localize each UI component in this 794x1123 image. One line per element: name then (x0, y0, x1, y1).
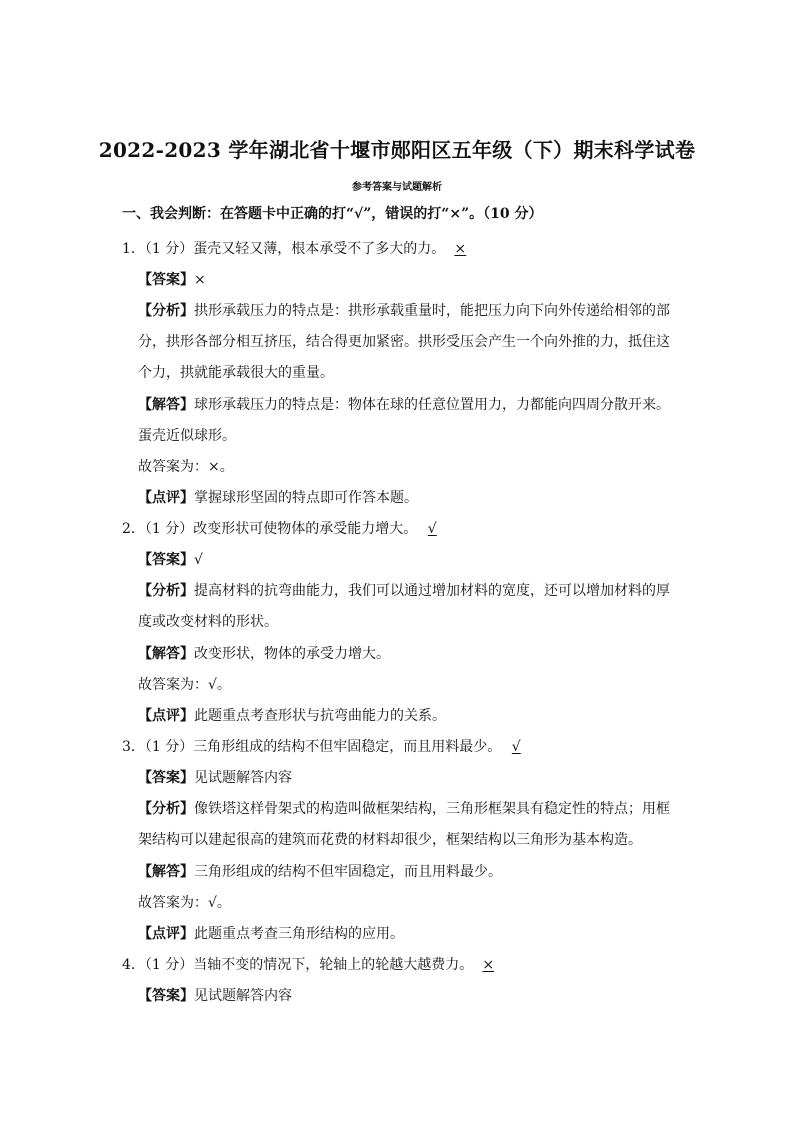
q2-solution: 【解答】改变形状，物体的承受力增大。 (138, 646, 390, 662)
section-heading-1: 一、我会判断：在答题卡中正确的打“√”，错误的打“×”。（10 分） (122, 206, 543, 222)
q3-analysis: 【分析】像铁塔这样骨架式的构造叫做框架结构，三角形框架具有稳定性的特点；用框 (138, 801, 670, 817)
question-1: 1．（1 分）蛋壳又轻又薄，根本承受不了多大的力。 × (122, 239, 475, 259)
q3-solution: 【解答】三角形组成的结构不但牢固稳定，而且用料最少。 (138, 864, 502, 880)
answer-blank-4: × (482, 957, 495, 973)
q2-answer: 【答案】√ (138, 552, 203, 568)
answer-blank-2: √ (427, 521, 437, 537)
q2-comment: 【点评】此题重点考查形状与抗弯曲能力的关系。 (138, 708, 446, 724)
q4-answer: 【答案】见试题解答内容 (138, 988, 292, 1004)
q1-comment: 【点评】掌握球形坚固的特点即可作答本题。 (138, 490, 418, 506)
q3-analysis-line: 架结构可以建起很高的建筑而花费的材料却很少，框架结构以三角形为基本构造。 (138, 832, 642, 848)
q1-analysis: 【分析】拱形承载压力的特点是：拱形承载重量时，能把压力向下向外传递给相邻的部 (138, 303, 670, 319)
q3-answer: 【答案】见试题解答内容 (138, 770, 292, 786)
q1-solution: 【解答】球形承载压力的特点是：物体在球的任意位置用力，力都能向四周分散开来。 (138, 397, 670, 413)
question-4: 4．（1 分）当轴不变的情况下，轮轴上的轮越大越费力。 × (122, 955, 503, 975)
q1-solution-line: 蛋壳近似球形。 (138, 428, 236, 444)
answer-blank-3: √ (511, 739, 521, 755)
question-2: 2．（1 分）改变形状可使物体的承受能力增大。 √ (122, 519, 447, 539)
answer-blank-1: × (454, 241, 467, 257)
q3-conclusion: 故答案为：√。 (138, 895, 231, 911)
question-3: 3．（1 分）三角形组成的结构不但牢固稳定，而且用料最少。 √ (122, 737, 531, 757)
q1-conclusion: 故答案为：×。 (138, 459, 234, 475)
q2-conclusion: 故答案为：√。 (138, 677, 231, 693)
q2-analysis-line: 度或改变材料的形状。 (138, 614, 278, 630)
page-subtitle: 参考答案与试题解析 (352, 182, 442, 193)
q1-analysis-line: 个力，拱就能承载很大的重量。 (138, 365, 334, 381)
q2-analysis: 【分析】提高材料的抗弯曲能力，我们可以通过增加材料的宽度，还可以增加材料的厚 (138, 583, 670, 599)
q1-analysis-line: 分，拱形各部分相互挤压，结合得更加紧密。拱形受压会产生一个向外推的力，抵住这 (138, 334, 670, 350)
q1-answer: 【答案】× (138, 272, 206, 288)
page-title: 2022-2023 学年湖北省十堰市郧阳区五年级（下）期末科学试卷 (98, 138, 696, 162)
q3-comment: 【点评】此题重点考查三角形结构的应用。 (138, 926, 404, 942)
